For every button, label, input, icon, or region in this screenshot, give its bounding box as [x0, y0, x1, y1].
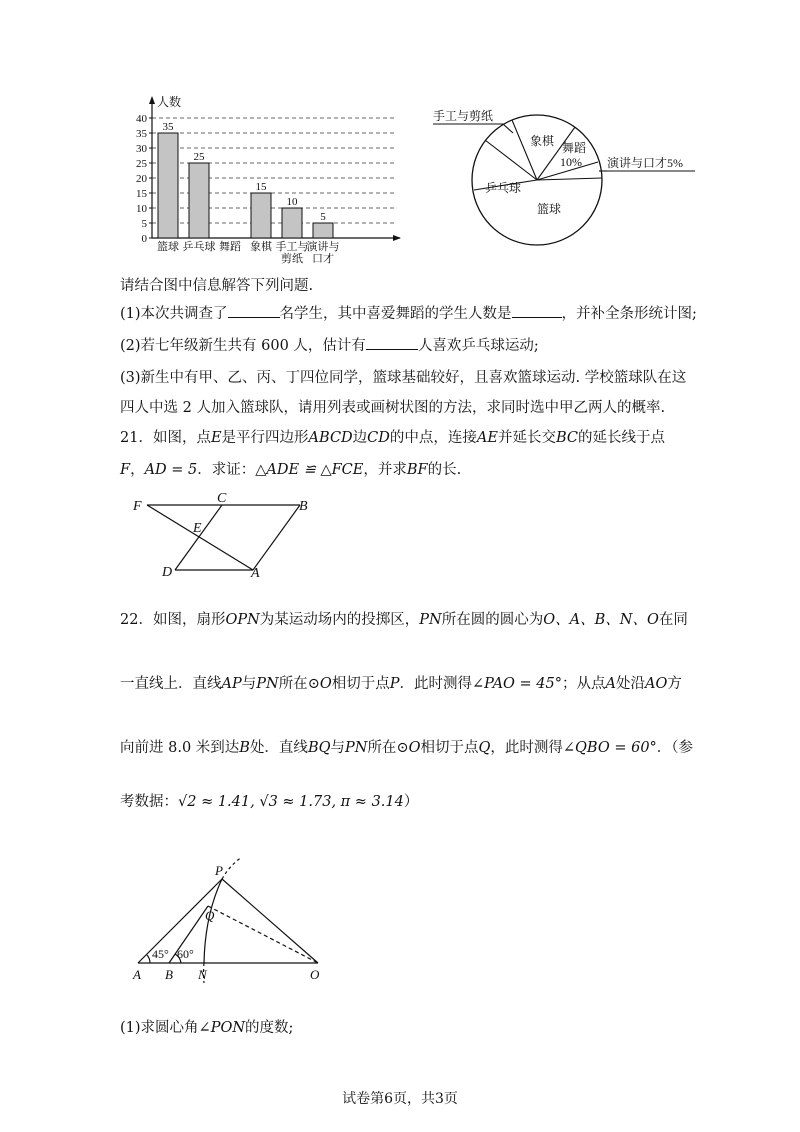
- page-footer: 试卷第6页，共3页: [342, 1091, 458, 1107]
- pie-leader: [503, 124, 513, 133]
- answer-blank[interactable]: [512, 317, 562, 318]
- bar-value-label: 15: [255, 181, 267, 193]
- q20-intro: 请结合图中信息解答下列问题.: [120, 278, 314, 294]
- point-label-B: B: [299, 499, 308, 514]
- q22-line2: 一直线上．直线AP与PN所在⊙O相切于点P．此时测得∠PAO = 45°；从点A处沿AO方: [120, 676, 682, 692]
- point-label-B: B: [165, 967, 173, 982]
- x-tick-label: 篮球: [157, 241, 179, 253]
- arc-extension: [222, 857, 242, 879]
- bar-value-label: 35: [162, 121, 174, 133]
- pie-label: 象棋: [530, 134, 555, 148]
- q22-sub1: (1)求圆心角∠PON的度数;: [120, 1020, 294, 1036]
- point-label-Q: Q: [205, 908, 215, 923]
- y-tick-label: 5: [141, 218, 147, 230]
- y-tick-label: 0: [141, 233, 147, 245]
- x-tick-label: 舞蹈: [219, 241, 241, 253]
- bar: [158, 133, 178, 238]
- pie-label: 演讲与口才5%: [607, 156, 683, 170]
- y-tick-label: 10: [136, 203, 147, 215]
- point-label-N: N: [198, 967, 207, 982]
- y-tick-label: 35: [136, 128, 147, 140]
- pie-chart: [425, 100, 705, 260]
- point-label-A: A: [251, 566, 260, 581]
- y-tick-label: 40: [136, 113, 147, 125]
- point-label-C: C: [217, 491, 227, 506]
- segment-AB: [253, 505, 300, 570]
- q20-part3-line1: (3)新生中有甲、乙、丙、丁四位同学，篮球基础较好，且喜欢篮球运动. 学校篮球队在这: [120, 370, 687, 386]
- q22-line4: 考数据：√2 ≈ 1.41, √3 ≈ 1.73, π ≈ 3.14）: [120, 794, 419, 810]
- x-tick-label: 剪纸: [281, 253, 303, 265]
- pie-label: 手工与剪纸: [433, 109, 494, 123]
- angle-mark-45: [147, 955, 150, 963]
- angle-label-45: 45°: [152, 947, 169, 961]
- x-tick-label: 口才: [312, 253, 334, 265]
- segment-PO: [222, 879, 318, 963]
- pie-label: 篮球: [537, 202, 562, 216]
- pie-divider: [537, 178, 602, 180]
- pie-label: 乒乓球: [485, 181, 522, 195]
- q22-line1: 22．如图，扇形OPN为某运动场内的投掷区，PN所在圆的圆心为O、A、B、N、O在同: [120, 612, 688, 628]
- answer-blank[interactable]: [366, 349, 418, 350]
- x-tick-label: 手工与: [275, 241, 309, 253]
- angle-label-60: 60°: [177, 947, 194, 961]
- x-tick-label: 演讲与: [306, 241, 340, 253]
- y-tick-label: 30: [136, 143, 147, 155]
- q21-line2: F，AD = 5．求证：△ADE ≌ △FCE，并求BF的长.: [120, 462, 462, 478]
- q21-figure: [125, 488, 325, 583]
- bar: [189, 163, 209, 238]
- bar-value-label: 10: [286, 196, 298, 208]
- y-axis-label: 人数: [157, 95, 182, 109]
- point-label-D: D: [162, 565, 173, 580]
- x-axis-arrow: [393, 235, 401, 241]
- y-tick-label: 25: [136, 158, 147, 170]
- y-tick-label: 20: [136, 173, 147, 185]
- q22-figure: [125, 855, 355, 985]
- q22-line3: 向前进 8.0 米到达B处．直线BQ与PN所在⊙O相切于点Q，此时测得∠QBO = 60°．（参: [120, 740, 694, 756]
- q20-part3-line2: 四人中选 2 人加入篮球队，请用列表或画树状图的方法，求同时选中甲乙两人的概率.: [120, 400, 666, 416]
- x-tick-label: 象棋: [250, 241, 272, 253]
- x-tick-label: 乒乓球: [182, 241, 216, 253]
- segment-AF: [147, 505, 253, 570]
- q20-part2: (2)若七年级新生共有 600 人，估计有 人喜欢乒乓球运动;: [120, 338, 539, 354]
- point-label-F: F: [133, 499, 142, 514]
- bar: [313, 223, 333, 238]
- q21-line1: 21．如图，点E是平行四边形ABCD边CD的中点，连接AE并延长交BC的延长线于点: [120, 430, 665, 446]
- point-label-O: O: [310, 967, 320, 982]
- pie-label: 10%: [560, 155, 582, 169]
- answer-blank[interactable]: [228, 317, 280, 318]
- q20-part1: (1)本次共调查了 名学生，其中喜爱舞蹈的学生人数是 ，并补全条形统计图;: [120, 306, 697, 322]
- pie-label: 舞蹈: [562, 141, 587, 155]
- bar-value-label: 5: [320, 211, 326, 223]
- bar-chart: [110, 90, 410, 270]
- point-label-A: A: [133, 967, 141, 982]
- point-label-P: P: [215, 863, 223, 878]
- bar: [251, 193, 271, 238]
- point-label-E: E: [193, 521, 202, 536]
- y-tick-label: 15: [136, 188, 147, 200]
- segment-DC: [175, 505, 222, 570]
- bar: [282, 208, 302, 238]
- bar-value-label: 25: [193, 151, 205, 163]
- y-axis-arrow: [149, 96, 155, 104]
